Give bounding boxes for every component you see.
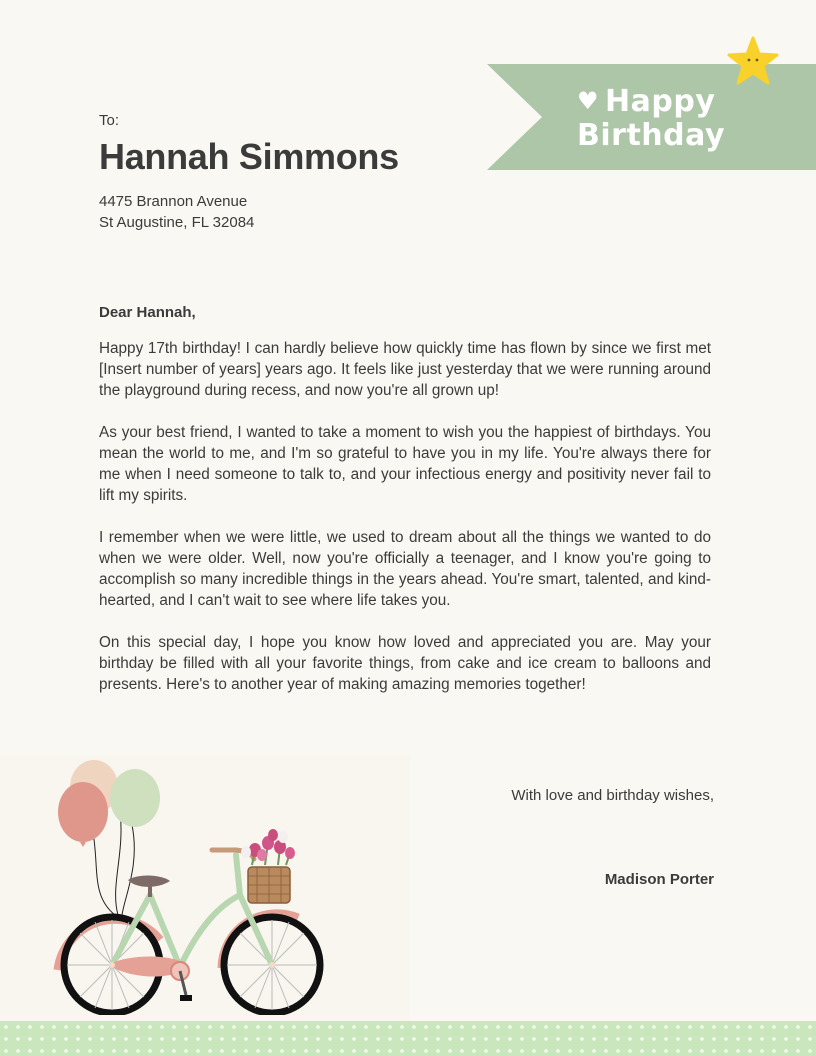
balloon-pink [58,782,108,847]
star-icon [727,36,779,86]
bicycle-balloons-illustration [40,755,340,1015]
banner-text [577,84,725,153]
signer-name: Madison Porter [604,871,714,888]
letter-paragraph-1: Happy 17th birthday! I can hardly believe how quickly time has flown by since we first met [Insert number of years] years ago. It feels like just yesterday that we were running around the playground during recess, and now you're all grown up! [99,340,711,399]
address-line-2: St Augustine, FL 32084 [99,214,255,231]
banner-line2: Birthday [577,118,725,153]
address-line-1: 4475 Brannon Avenue [99,193,248,210]
balloon-green [110,769,160,827]
recipient-name: Hannah Simmons [99,136,399,177]
heart-icon: ♥ [577,87,600,115]
to-label: To: [99,112,120,129]
tulips [241,829,295,865]
closing-line: With love and birthday wishes, [511,787,714,804]
letter-paragraph-2: As your best friend, I wanted to take a moment to wish you the happiest of birthdays. You mean the world to me, and I'm so grateful to have you in my life. You're always there for me when I need someone to talk to, and your infectious energy and positivity never fail to lift my spirits. [99,424,711,504]
salutation: Dear Hannah, [99,304,196,321]
letter-paragraph-4: On this special day, I hope you know how loved and appreciated you are. May your birthday be filled with all your favorite things, from cake and ice cream to balloons and presents. Here's to another year of making amazing memories together! [99,634,711,693]
letter-paragraph-3: I remember when we were little, we used to dream about all the things we wanted to do when we were older. Well, now you're officially a teenager, and I know you're going to accomplish so many incredible things in the years ahead. You're smart, talented, and kind-hearted, and I can't wait to see where life takes you. [99,529,711,609]
banner-line1: Happy [605,84,716,119]
flower-basket [241,829,295,903]
polka-dot-footer [0,1021,816,1056]
